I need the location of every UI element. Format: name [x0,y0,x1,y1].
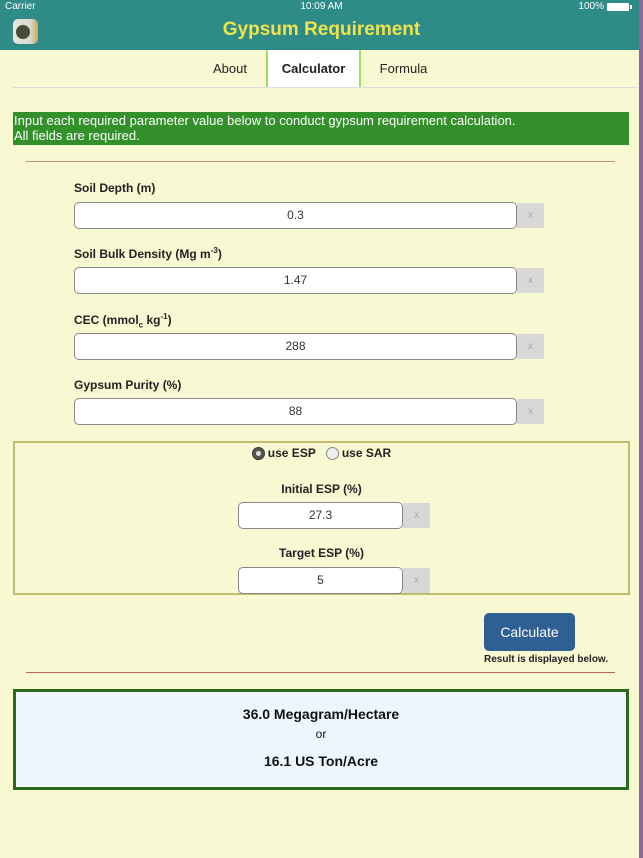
radio-label: use ESP [267,446,316,460]
target-esp-input[interactable]: 5 [238,567,403,594]
bulk-density-input[interactable]: 1.47 [74,267,517,294]
battery-indicator [578,1,629,12]
result-panel [13,689,629,790]
calculate-button[interactable]: Calculate [484,613,575,651]
carrier-label: Carrier [5,1,36,12]
gypsum-purity-label: Gypsum Purity (%) [74,378,182,392]
window-edge [639,0,643,858]
cec-clear-button[interactable]: x [517,334,544,359]
clock: 10:09 AM [300,1,343,12]
tabs-divider [13,87,638,88]
battery-percent: 100% [578,1,604,12]
section-divider [26,161,615,162]
radio-use-esp[interactable] [252,446,316,460]
instruction-line-2: All fields are required. [14,128,140,143]
initial-esp-label: Initial ESP (%) [281,482,362,496]
cec-input[interactable]: 288 [74,333,517,360]
radio-checked-icon[interactable] [252,447,265,460]
status-bar [0,0,639,14]
radio-use-sar[interactable] [326,446,391,460]
gypsum-purity-input[interactable]: 88 [74,398,517,425]
page-title: Gypsum Requirement [222,19,421,40]
label-sub: c [138,320,144,330]
label-text: CEC (mmol [74,313,139,327]
soil-depth-input[interactable]: 0.3 [74,202,517,229]
label-text: Soil Bulk Density (Mg m [74,247,211,261]
label-end: ) [167,313,172,327]
result-imperial: 16.1 US Ton/Acre [263,753,379,769]
result-divider [26,672,615,673]
tab-formula[interactable]: Formula [379,61,428,76]
initial-esp-clear-button[interactable]: x [403,503,430,528]
tab-calculator[interactable]: Calculator [266,50,361,88]
result-metric: 36.0 Megagram/Hectare [242,706,400,722]
cec-label [74,312,172,329]
instruction-line-1: Input each required parameter value below to conduct gypsum requirement calculation. [14,113,516,128]
bulk-density-label [74,246,222,261]
target-esp-clear-button[interactable]: x [403,568,430,593]
gypsum-purity-clear-button[interactable]: x [517,399,544,424]
label-sup: -3 [210,246,218,255]
soil-depth-clear-button[interactable]: x [517,203,544,228]
radio-unchecked-icon[interactable] [326,447,339,460]
result-or: or [315,727,327,741]
bulk-density-clear-button[interactable]: x [517,268,544,293]
label-mid: kg [143,313,161,327]
label-sup: -1 [160,312,168,321]
label-end: ) [217,247,222,261]
app-header [0,0,643,50]
battery-icon [607,3,629,11]
radio-label: use SAR [341,446,392,460]
tab-about[interactable]: About [213,61,247,76]
soil-depth-label: Soil Depth (m) [74,181,156,195]
mode-radio-group [0,446,643,460]
target-esp-label: Target ESP (%) [279,546,364,560]
result-note: Result is displayed below. [484,654,609,665]
instruction-banner [13,112,629,145]
initial-esp-input[interactable]: 27.3 [238,502,403,529]
tab-bar [0,50,643,88]
